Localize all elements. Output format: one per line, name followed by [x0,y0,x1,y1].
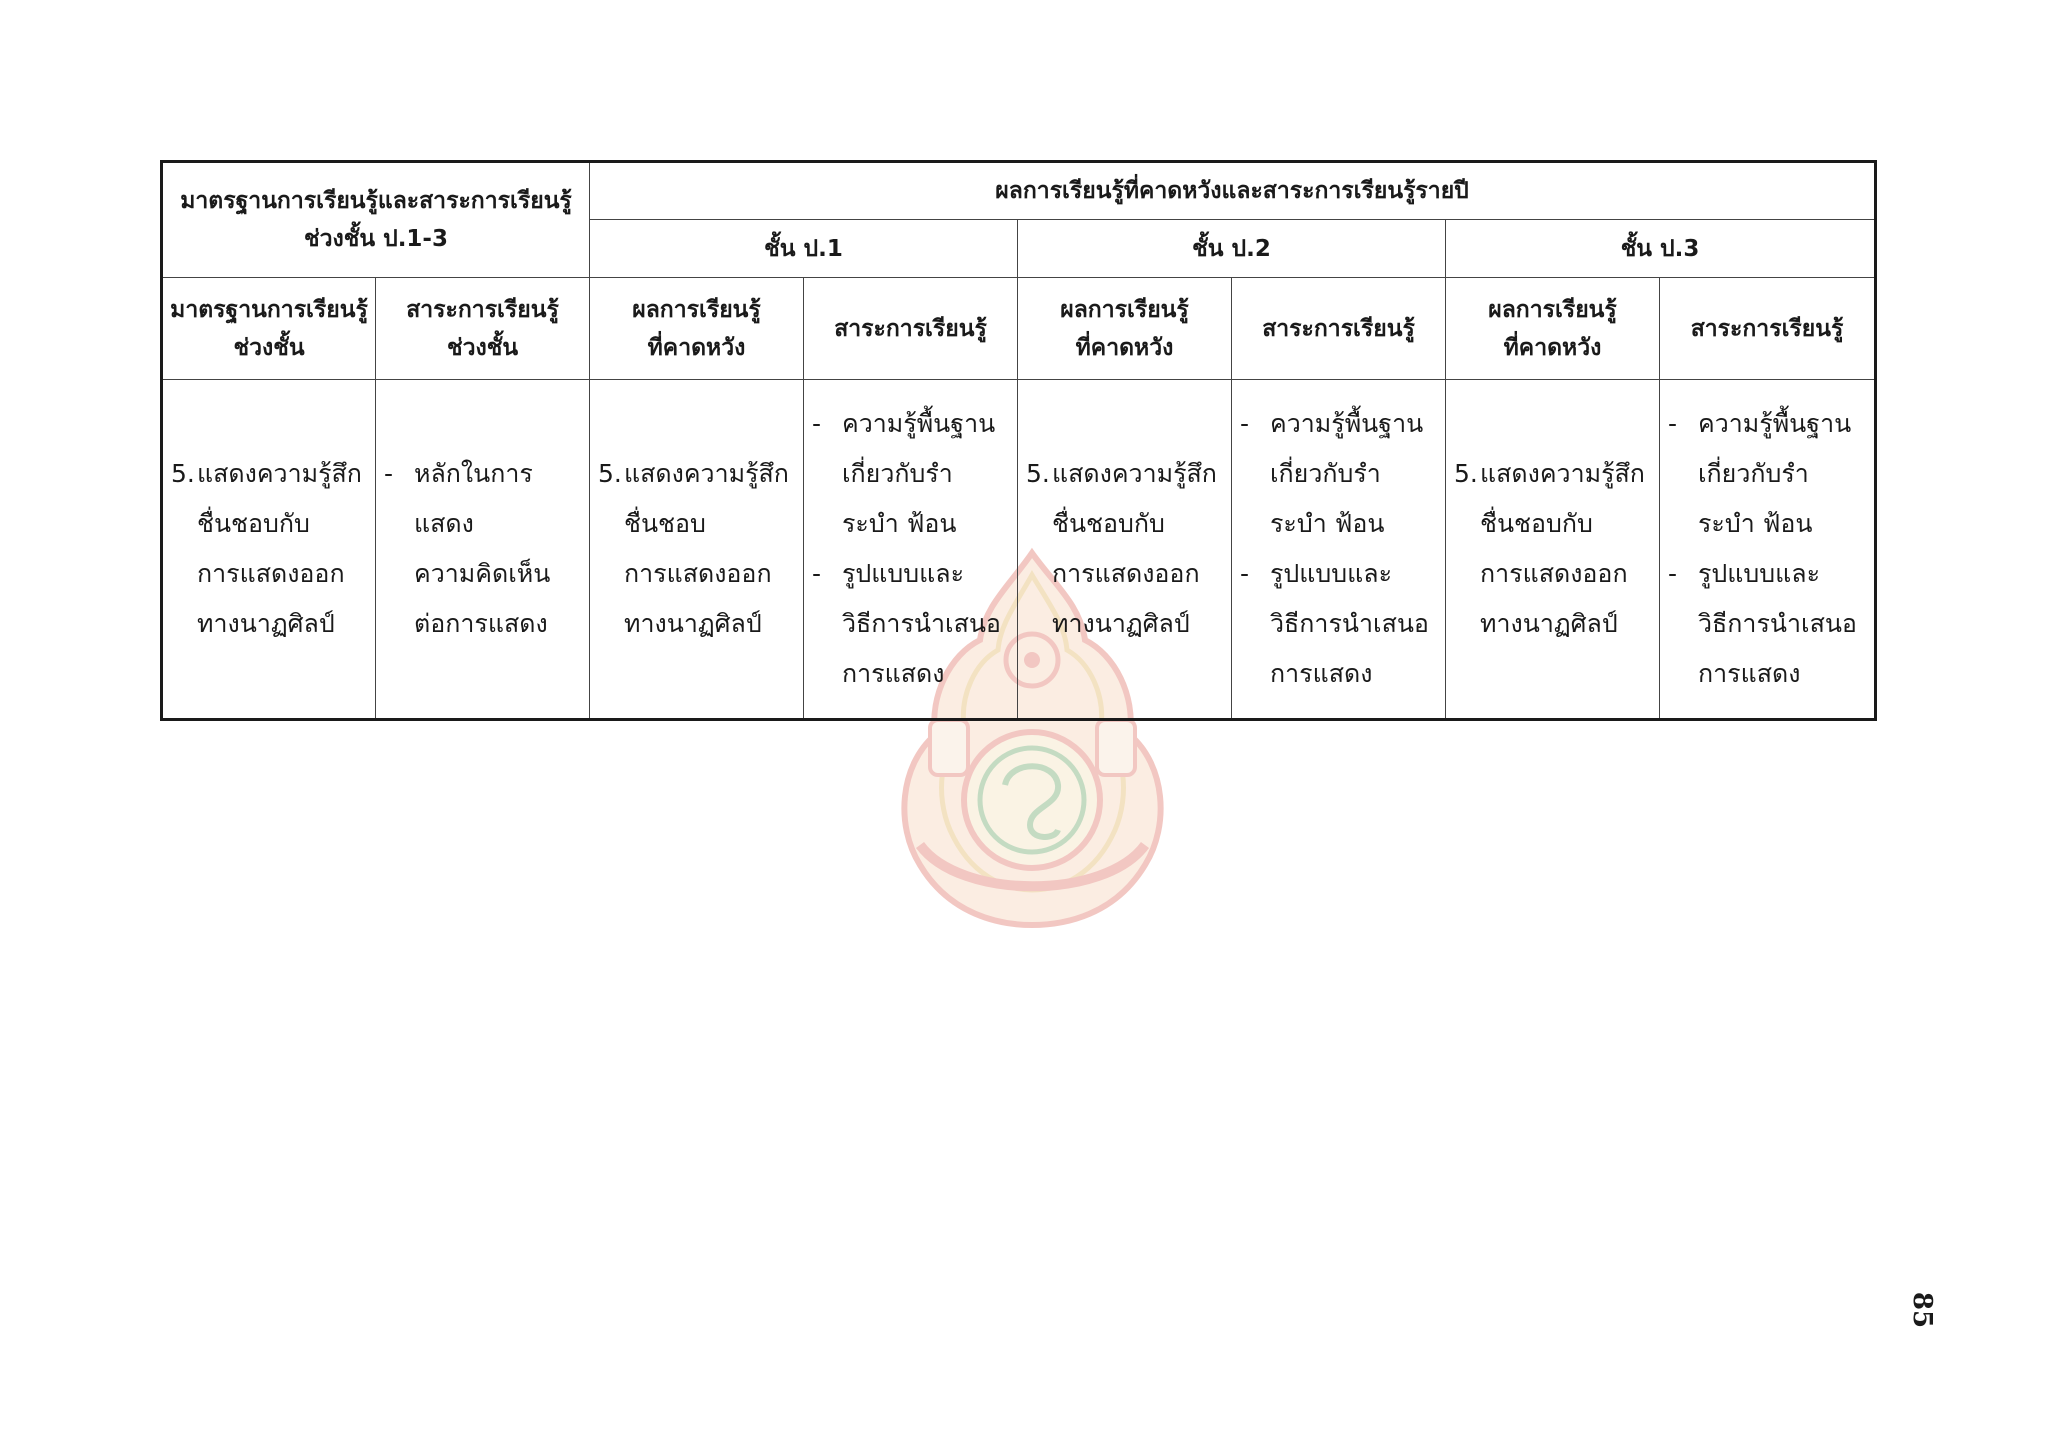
p3-content-cell: - ความรู้พื้นฐาน เกี่ยวกับรำ ระบำ ฟ้อน - รูปแบบและ วิธีการนำเสนอ การแสดง [1660,380,1876,720]
col-p3-expected-header: ผลการเรียนรู้ ที่คาดหวัง [1446,278,1660,380]
p3-expected-cell: 5. แสดงความรู้สึก ชื่นชอบกับ การแสดงออก ทางนาฏศิลป์ [1446,380,1660,720]
col-content-header: สาระการเรียนรู้ ช่วงชั้น [376,278,590,380]
standards-header-line1: มาตรฐานการเรียนรู้และสาระการเรียนรู้ [180,188,572,214]
col-p1-expected-header: ผลการเรียนรู้ ที่คาดหวัง [590,278,804,380]
page-number: 85 [1907,1291,1937,1329]
p2-content-cell: - ความรู้พื้นฐาน เกี่ยวกับรำ ระบำ ฟ้อน - รูปแบบและ วิธีการนำเสนอ การแสดง [1232,380,1446,720]
grade-p1-header: ชั้น ป.1 [590,220,1018,278]
standard-cell: 5. แสดงความรู้สึก ชื่นชอบกับ การแสดงออก ทางนาฏศิลป์ [162,380,376,720]
standards-header-line2: ช่วงชั้น ป.1-3 [304,226,448,252]
grade-p3-header: ชั้น ป.3 [1446,220,1876,278]
outcomes-header: ผลการเรียนรู้ที่คาดหวังและสาระการเรียนรู้รายปี [590,162,1876,220]
content-cell: - หลักในการแสดง ความคิดเห็น ต่อการแสดง [376,380,590,720]
p1-expected-cell: 5. แสดงความรู้สึก ชื่นชอบ การแสดงออก ทางนาฏศิลป์ [590,380,804,720]
col-standard-header: มาตรฐานการเรียนรู้ ช่วงชั้น [162,278,376,380]
grade-p2-header: ชั้น ป.2 [1018,220,1446,278]
col-p2-expected-header: ผลการเรียนรู้ ที่คาดหวัง [1018,278,1232,380]
curriculum-table [160,160,1877,721]
col-p1-content-header: สาระการเรียนรู้ [804,278,1018,380]
p2-expected-cell: 5. แสดงความรู้สึก ชื่นชอบกับ การแสดงออก ทางนาฏศิลป์ [1018,380,1232,720]
col-p3-content-header: สาระการเรียนรู้ [1660,278,1876,380]
standards-header [162,162,590,278]
p1-content-cell: - ความรู้พื้นฐาน เกี่ยวกับรำ ระบำ ฟ้อน - รูปแบบและ วิธีการนำเสนอ การแสดง [804,380,1018,720]
col-p2-content-header: สาระการเรียนรู้ [1232,278,1446,380]
